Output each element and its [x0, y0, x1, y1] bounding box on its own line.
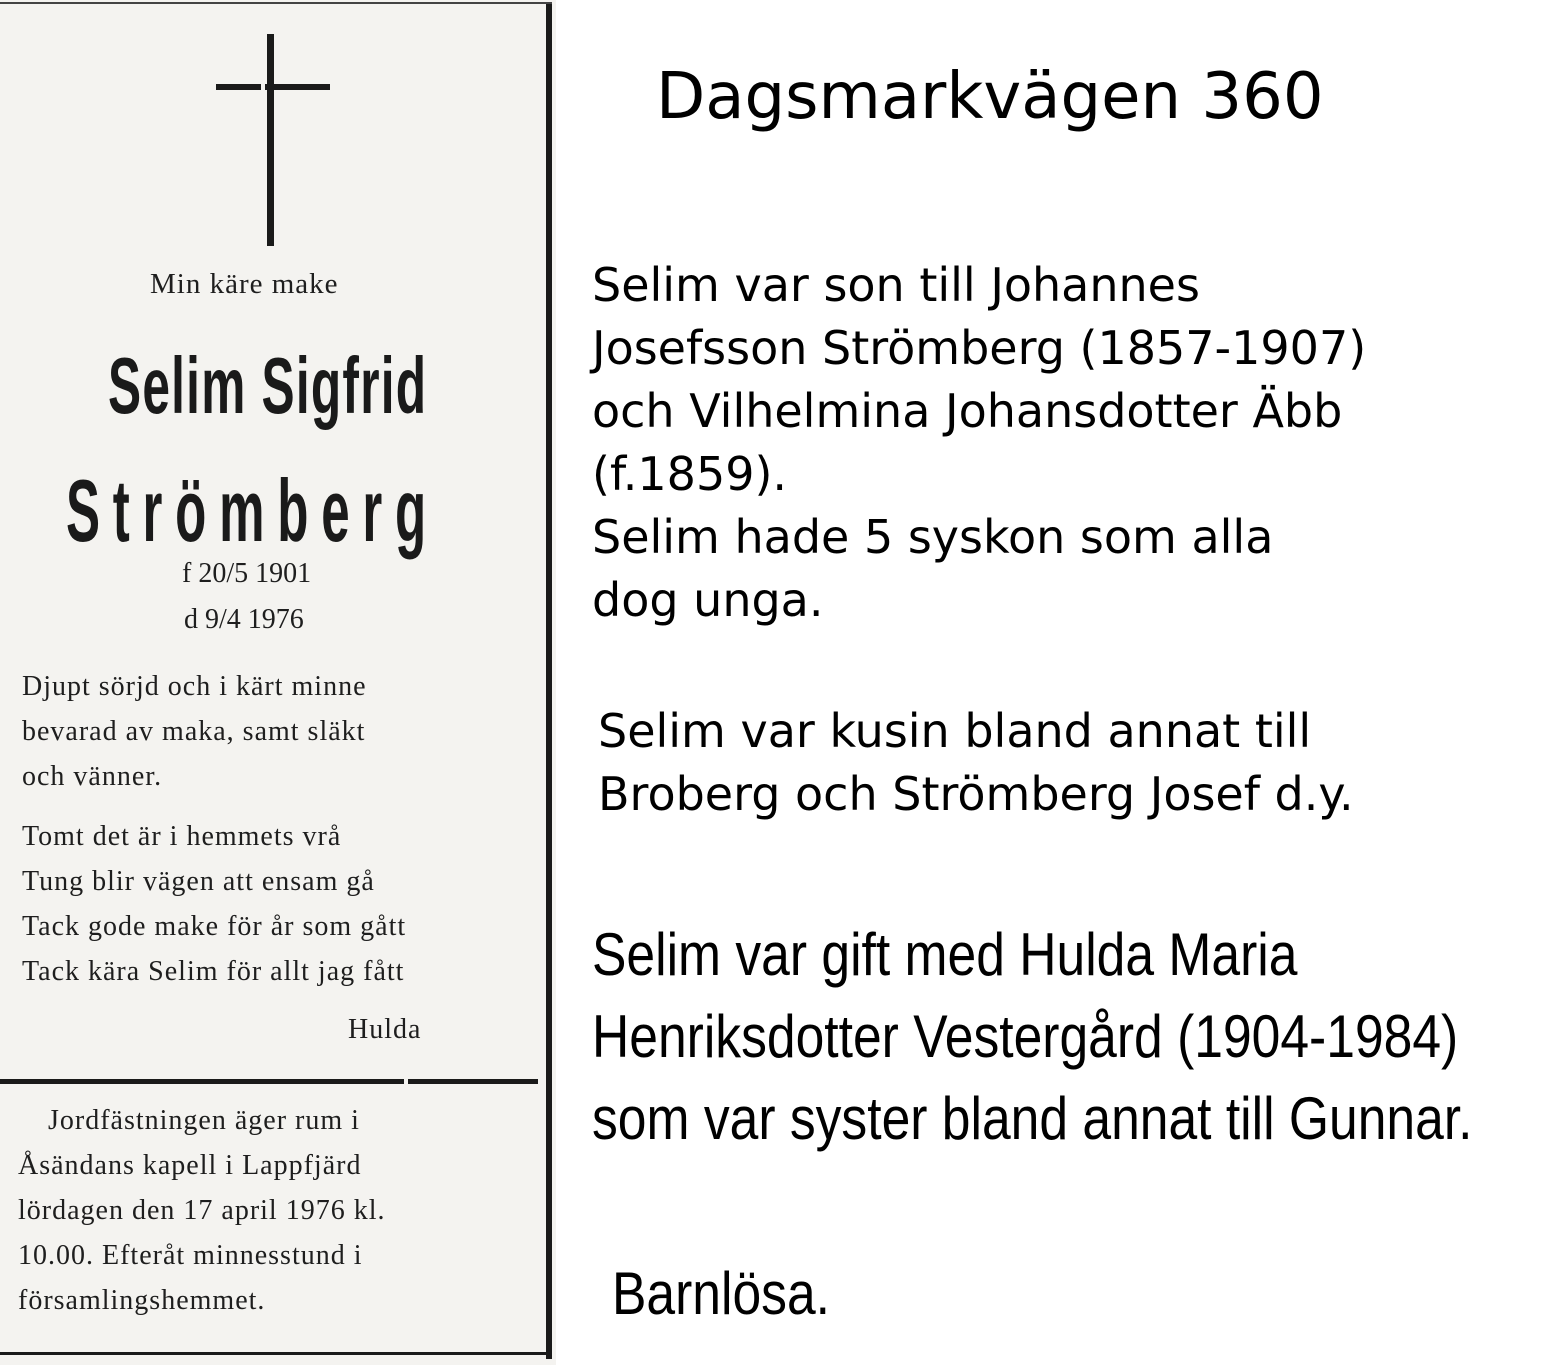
funeral-notice — [18, 1098, 385, 1323]
memorial-poem — [22, 814, 406, 994]
grief-line: och vänner. — [22, 761, 163, 792]
clipping-right-border — [546, 4, 552, 1359]
obituary-clipping — [0, 0, 556, 1365]
deceased-first-names: Selim Sigfrid — [108, 341, 428, 430]
note-line: (f.1859). — [592, 447, 788, 501]
note-line: som var syster bland annat till Gunnar. — [592, 1085, 1473, 1152]
address-title: Dagsmarkvägen 360 — [656, 60, 1324, 134]
birth-date: f 20/5 1901 — [182, 558, 312, 589]
funeral-line: Jordfästningen äger rum i — [48, 1105, 360, 1136]
funeral-line: lördagen den 17 april 1976 kl. — [18, 1195, 386, 1226]
poem-line: Tung blir vägen att ensam gå — [22, 866, 375, 897]
children-note: Barnlösa. — [612, 1260, 830, 1327]
grief-line: bevarad av maka, samt släkt — [22, 716, 366, 747]
divider-rule — [408, 1079, 538, 1084]
note-line: Henriksdotter Vestergård (1904-1984) — [592, 1003, 1459, 1070]
funeral-line: församlingshemmet. — [18, 1285, 266, 1316]
funeral-line: Åsändans kapell i Lappfjärd — [18, 1150, 362, 1181]
note-line: Josefsson Strömberg (1857-1907) — [592, 321, 1367, 375]
poem-line: Tack kära Selim för allt jag fått — [22, 956, 405, 987]
note-line: Broberg och Strömberg Josef d.y. — [598, 767, 1354, 821]
signature: Hulda — [348, 1014, 422, 1045]
grief-line: Djupt sörjd och i kärt minne — [22, 671, 367, 702]
grief-text — [22, 664, 367, 799]
note-line: Selim var gift med Hulda Maria — [592, 921, 1298, 988]
parents-note — [592, 254, 1366, 632]
funeral-line: 10.00. Efteråt minnesstund i — [18, 1240, 363, 1271]
death-date: d 9/4 1976 — [184, 604, 304, 635]
spouse-note — [592, 914, 1473, 1160]
note-line: Selim hade 5 syskon som alla — [592, 510, 1274, 564]
deceased-surname: Strömberg — [66, 461, 439, 560]
note-line: Selim var son till Johannes — [592, 258, 1200, 312]
poem-line: Tomt det är i hemmets vrå — [22, 821, 342, 852]
divider-rule — [0, 1079, 404, 1084]
note-line: dog unga. — [592, 573, 824, 627]
clipping-bottom-border — [0, 1352, 552, 1355]
cousin-note — [598, 700, 1354, 826]
note-line: och Vilhelmina Johansdotter Äbb — [592, 384, 1343, 438]
poem-line: Tack gode make för år som gått — [22, 911, 407, 942]
clipping-top-border — [0, 2, 552, 4]
note-line: Selim var kusin bland annat till — [598, 704, 1312, 758]
obituary-greeting: Min käre make — [150, 268, 339, 300]
